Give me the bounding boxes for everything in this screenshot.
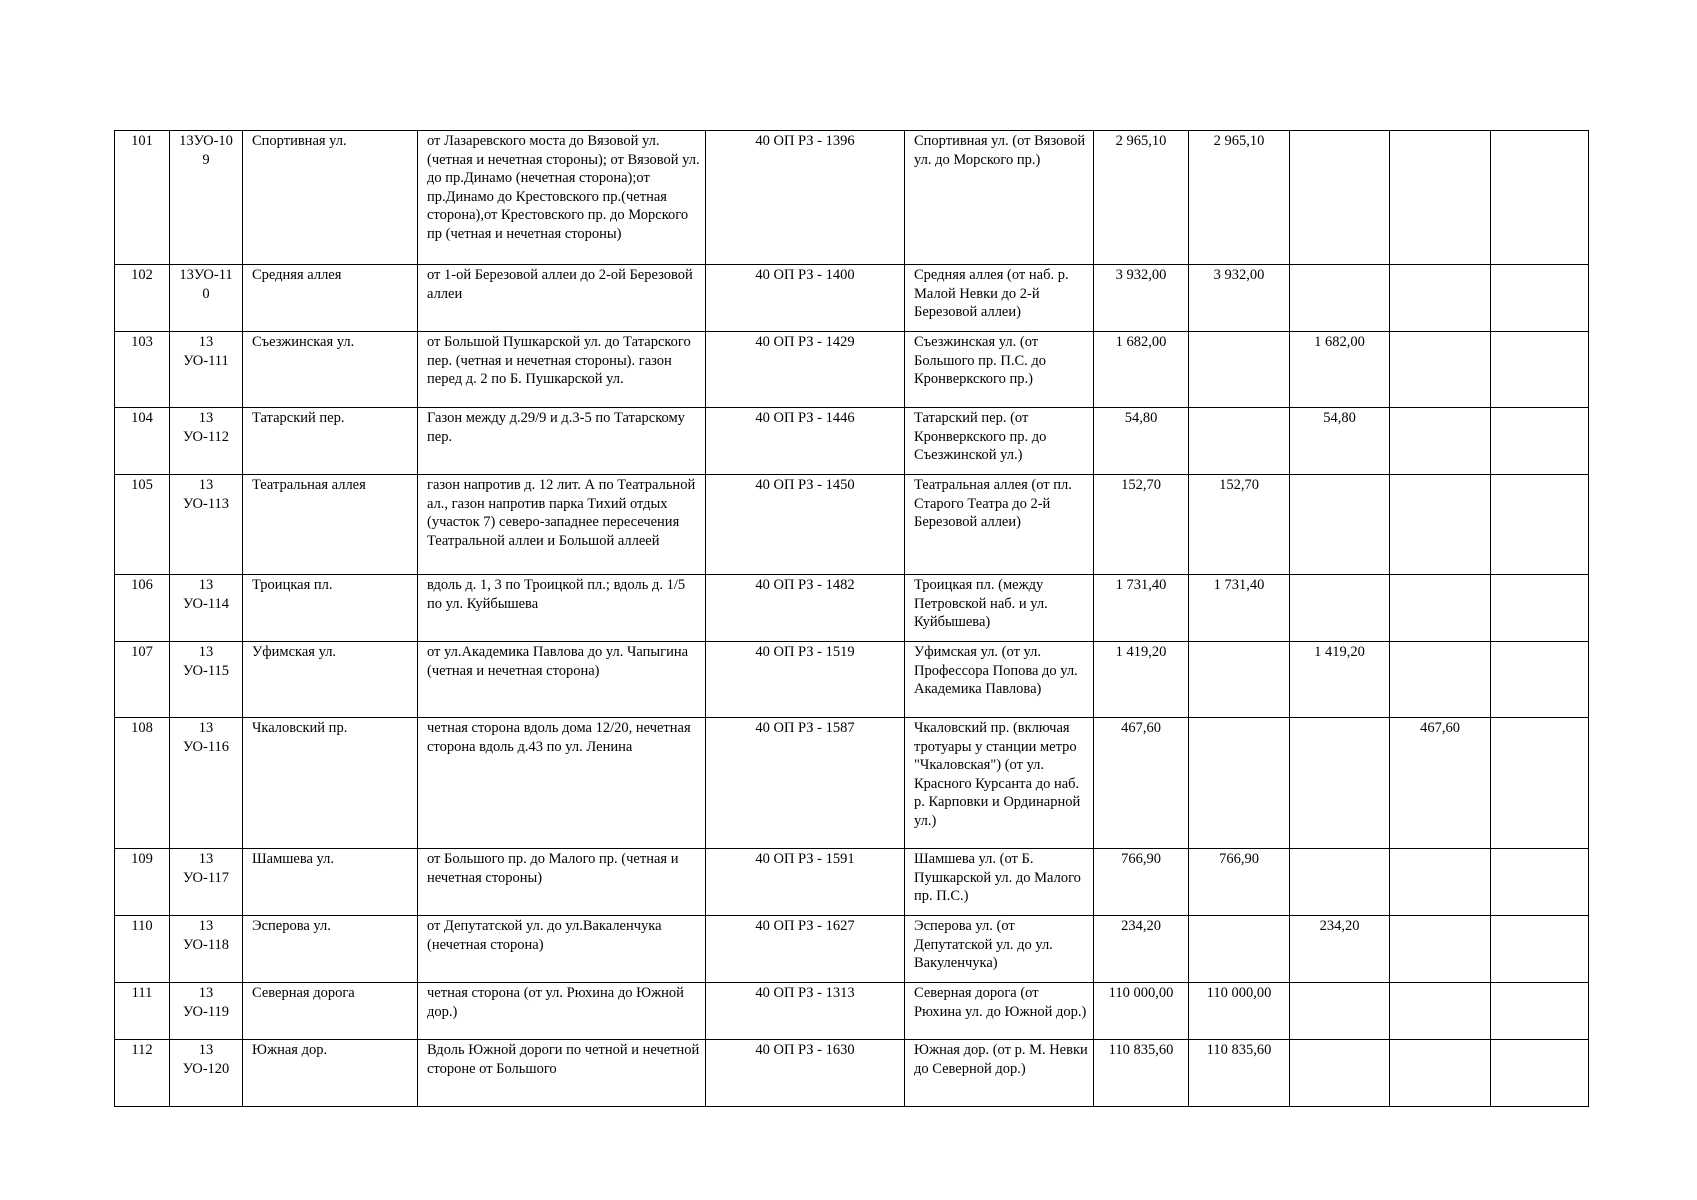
road-section: Съезжинская ул. (от Большого пр. П.С. до Кронверкского пр.) bbox=[905, 332, 1094, 408]
total-area: 1 682,00 bbox=[1094, 332, 1189, 408]
street-name: Средняя аллея bbox=[243, 265, 418, 332]
total-area: 54,80 bbox=[1094, 408, 1189, 475]
category-3-area bbox=[1390, 475, 1491, 575]
row-number: 110 bbox=[115, 916, 170, 983]
street-name: Троицкая пл. bbox=[243, 575, 418, 642]
category-4-area bbox=[1491, 408, 1589, 475]
category-1-area: 1 731,40 bbox=[1189, 575, 1290, 642]
category-4-area bbox=[1491, 265, 1589, 332]
total-area: 110 835,60 bbox=[1094, 1040, 1189, 1107]
registry-number: 40 ОП РЗ - 1587 bbox=[706, 718, 905, 849]
object-code: 13 УО-119 bbox=[170, 983, 243, 1040]
table-row bbox=[115, 575, 1589, 642]
row-number: 109 bbox=[115, 849, 170, 916]
object-code: 13 УО-111 bbox=[170, 332, 243, 408]
total-area: 3 932,00 bbox=[1094, 265, 1189, 332]
street-name: Спортивная ул. bbox=[243, 131, 418, 265]
street-name: Чкаловский пр. bbox=[243, 718, 418, 849]
table-row bbox=[115, 642, 1589, 718]
row-number: 112 bbox=[115, 1040, 170, 1107]
street-name: Шамшева ул. bbox=[243, 849, 418, 916]
registry-number: 40 ОП РЗ - 1591 bbox=[706, 849, 905, 916]
area-description: четная сторона вдоль дома 12/20, нечетная сторона вдоль д.43 по ул. Ленина bbox=[418, 718, 706, 849]
table-row bbox=[115, 718, 1589, 849]
total-area: 1 419,20 bbox=[1094, 642, 1189, 718]
row-number: 106 bbox=[115, 575, 170, 642]
object-code: 13 УО-114 bbox=[170, 575, 243, 642]
total-area: 110 000,00 bbox=[1094, 983, 1189, 1040]
category-1-area bbox=[1189, 642, 1290, 718]
registry-number: 40 ОП РЗ - 1482 bbox=[706, 575, 905, 642]
road-section: Южная дор. (от р. М. Невки до Северной дор.) bbox=[905, 1040, 1094, 1107]
category-4-area bbox=[1491, 642, 1589, 718]
road-section: Шамшева ул. (от Б. Пушкарской ул. до Малого пр. П.С.) bbox=[905, 849, 1094, 916]
street-name: Северная дорога bbox=[243, 983, 418, 1040]
row-number: 108 bbox=[115, 718, 170, 849]
category-4-area bbox=[1491, 849, 1589, 916]
object-code: 13УО-109 bbox=[170, 131, 243, 265]
table-row bbox=[115, 983, 1589, 1040]
total-area: 234,20 bbox=[1094, 916, 1189, 983]
category-3-area bbox=[1390, 1040, 1491, 1107]
category-2-area bbox=[1290, 983, 1390, 1040]
category-2-area: 1 419,20 bbox=[1290, 642, 1390, 718]
category-2-area bbox=[1290, 265, 1390, 332]
total-area: 467,60 bbox=[1094, 718, 1189, 849]
category-2-area bbox=[1290, 1040, 1390, 1107]
category-2-area bbox=[1290, 849, 1390, 916]
table-row bbox=[115, 916, 1589, 983]
road-section: Чкаловский пр. (включая тротуары у станции метро "Чкаловская") (от ул. Красного Курсанта до наб. р. Карповки и Ординарной ул.) bbox=[905, 718, 1094, 849]
street-name: Театральная аллея bbox=[243, 475, 418, 575]
area-description: от Лазаревского моста до Вязовой ул.(четная и нечетная стороны); от Вязовой ул. до пр.Динамо (нечетная сторона);от пр.Динамо до Крестовского пр.(четная сторона),от Крестовского пр. до Морского пр (четная и нечетная стороны) bbox=[418, 131, 706, 265]
category-3-area bbox=[1390, 408, 1491, 475]
table-row bbox=[115, 1040, 1589, 1107]
road-section: Северная дорога (от Рюхина ул. до Южной дор.) bbox=[905, 983, 1094, 1040]
street-name: Южная дор. bbox=[243, 1040, 418, 1107]
registry-number: 40 ОП РЗ - 1429 bbox=[706, 332, 905, 408]
object-code: 13УО-110 bbox=[170, 265, 243, 332]
category-1-area: 2 965,10 bbox=[1189, 131, 1290, 265]
object-code: 13 УО-115 bbox=[170, 642, 243, 718]
street-name: Эсперова ул. bbox=[243, 916, 418, 983]
road-section: Спортивная ул. (от Вязовой ул. до Морского пр.) bbox=[905, 131, 1094, 265]
registry-number: 40 ОП РЗ - 1446 bbox=[706, 408, 905, 475]
category-3-area bbox=[1390, 916, 1491, 983]
road-section: Эсперова ул. (от Депутатской ул. до ул. Вакуленчука) bbox=[905, 916, 1094, 983]
category-3-area bbox=[1390, 849, 1491, 916]
category-1-area bbox=[1189, 408, 1290, 475]
total-area: 2 965,10 bbox=[1094, 131, 1189, 265]
category-4-area bbox=[1491, 718, 1589, 849]
total-area: 152,70 bbox=[1094, 475, 1189, 575]
object-code: 13 УО-117 bbox=[170, 849, 243, 916]
area-description: от ул.Академика Павлова до ул. Чапыгина (четная и нечетная сторона) bbox=[418, 642, 706, 718]
total-area: 1 731,40 bbox=[1094, 575, 1189, 642]
row-number: 103 bbox=[115, 332, 170, 408]
area-description: от Большого пр. до Малого пр. (четная и нечетная стороны) bbox=[418, 849, 706, 916]
green-areas-table bbox=[114, 130, 1589, 1107]
category-1-area: 110 835,60 bbox=[1189, 1040, 1290, 1107]
category-3-area bbox=[1390, 332, 1491, 408]
category-3-area bbox=[1390, 575, 1491, 642]
category-4-area bbox=[1491, 1040, 1589, 1107]
row-number: 104 bbox=[115, 408, 170, 475]
object-code: 13 УО-116 bbox=[170, 718, 243, 849]
registry-number: 40 ОП РЗ - 1627 bbox=[706, 916, 905, 983]
category-3-area bbox=[1390, 983, 1491, 1040]
category-2-area bbox=[1290, 718, 1390, 849]
category-2-area: 234,20 bbox=[1290, 916, 1390, 983]
area-description: вдоль д. 1, 3 по Троицкой пл.; вдоль д. 1/5 по ул. Куйбышева bbox=[418, 575, 706, 642]
street-name: Татарский пер. bbox=[243, 408, 418, 475]
object-code: 13 УО-120 bbox=[170, 1040, 243, 1107]
street-name: Съезжинская ул. bbox=[243, 332, 418, 408]
category-2-area: 54,80 bbox=[1290, 408, 1390, 475]
area-description: от Большой Пушкарской ул. до Татарского пер. (четная и нечетная стороны). газон перед д. 2 по Б. Пушкарской ул. bbox=[418, 332, 706, 408]
category-4-area bbox=[1491, 575, 1589, 642]
category-1-area bbox=[1189, 332, 1290, 408]
road-section: Троицкая пл. (между Петровской наб. и ул. Куйбышева) bbox=[905, 575, 1094, 642]
registry-number: 40 ОП РЗ - 1450 bbox=[706, 475, 905, 575]
category-3-area: 467,60 bbox=[1390, 718, 1491, 849]
registry-number: 40 ОП РЗ - 1313 bbox=[706, 983, 905, 1040]
total-area: 766,90 bbox=[1094, 849, 1189, 916]
area-description: газон напротив д. 12 лит. А по Театральной ал., газон напротив парка Тихий отдых (участок 7) северо-западнее пересечения Театральной аллеи и Большой аллеей bbox=[418, 475, 706, 575]
category-2-area: 1 682,00 bbox=[1290, 332, 1390, 408]
category-2-area bbox=[1290, 131, 1390, 265]
category-4-area bbox=[1491, 916, 1589, 983]
category-1-area: 110 000,00 bbox=[1189, 983, 1290, 1040]
object-code: 13 УО-113 bbox=[170, 475, 243, 575]
road-section: Уфимская ул. (от ул. Профессора Попова до ул. Академика Павлова) bbox=[905, 642, 1094, 718]
category-2-area bbox=[1290, 475, 1390, 575]
category-2-area bbox=[1290, 575, 1390, 642]
category-1-area bbox=[1189, 718, 1290, 849]
row-number: 105 bbox=[115, 475, 170, 575]
category-1-area: 152,70 bbox=[1189, 475, 1290, 575]
row-number: 111 bbox=[115, 983, 170, 1040]
registry-number: 40 ОП РЗ - 1630 bbox=[706, 1040, 905, 1107]
registry-number: 40 ОП РЗ - 1400 bbox=[706, 265, 905, 332]
table-row bbox=[115, 265, 1589, 332]
row-number: 107 bbox=[115, 642, 170, 718]
row-number: 102 bbox=[115, 265, 170, 332]
table-row bbox=[115, 849, 1589, 916]
table-row bbox=[115, 408, 1589, 475]
road-section: Татарский пер. (от Кронверкского пр. до Съезжинской ул.) bbox=[905, 408, 1094, 475]
category-4-area bbox=[1491, 475, 1589, 575]
row-number: 101 bbox=[115, 131, 170, 265]
area-description: Газон между д.29/9 и д.3-5 по Татарскому пер. bbox=[418, 408, 706, 475]
category-1-area: 766,90 bbox=[1189, 849, 1290, 916]
area-description: от Депутатской ул. до ул.Вакаленчука (нечетная сторона) bbox=[418, 916, 706, 983]
category-4-area bbox=[1491, 131, 1589, 265]
table-row bbox=[115, 332, 1589, 408]
area-description: четная сторона (от ул. Рюхина до Южной дор.) bbox=[418, 983, 706, 1040]
road-section: Театральная аллея (от пл. Старого Театра до 2-й Березовой аллеи) bbox=[905, 475, 1094, 575]
category-1-area: 3 932,00 bbox=[1189, 265, 1290, 332]
area-description: от 1-ой Березовой аллеи до 2-ой Березовой аллеи bbox=[418, 265, 706, 332]
category-3-area bbox=[1390, 265, 1491, 332]
object-code: 13 УО-112 bbox=[170, 408, 243, 475]
category-4-area bbox=[1491, 983, 1589, 1040]
registry-number: 40 ОП РЗ - 1519 bbox=[706, 642, 905, 718]
registry-number: 40 ОП РЗ - 1396 bbox=[706, 131, 905, 265]
category-3-area bbox=[1390, 642, 1491, 718]
category-3-area bbox=[1390, 131, 1491, 265]
object-code: 13 УО-118 bbox=[170, 916, 243, 983]
category-4-area bbox=[1491, 332, 1589, 408]
category-1-area bbox=[1189, 916, 1290, 983]
area-description: Вдоль Южной дороги по четной и нечетной стороне от Большого bbox=[418, 1040, 706, 1107]
table-row bbox=[115, 131, 1589, 265]
table-row bbox=[115, 475, 1589, 575]
street-name: Уфимская ул. bbox=[243, 642, 418, 718]
road-section: Средняя аллея (от наб. р. Малой Невки до 2-й Березовой аллеи) bbox=[905, 265, 1094, 332]
